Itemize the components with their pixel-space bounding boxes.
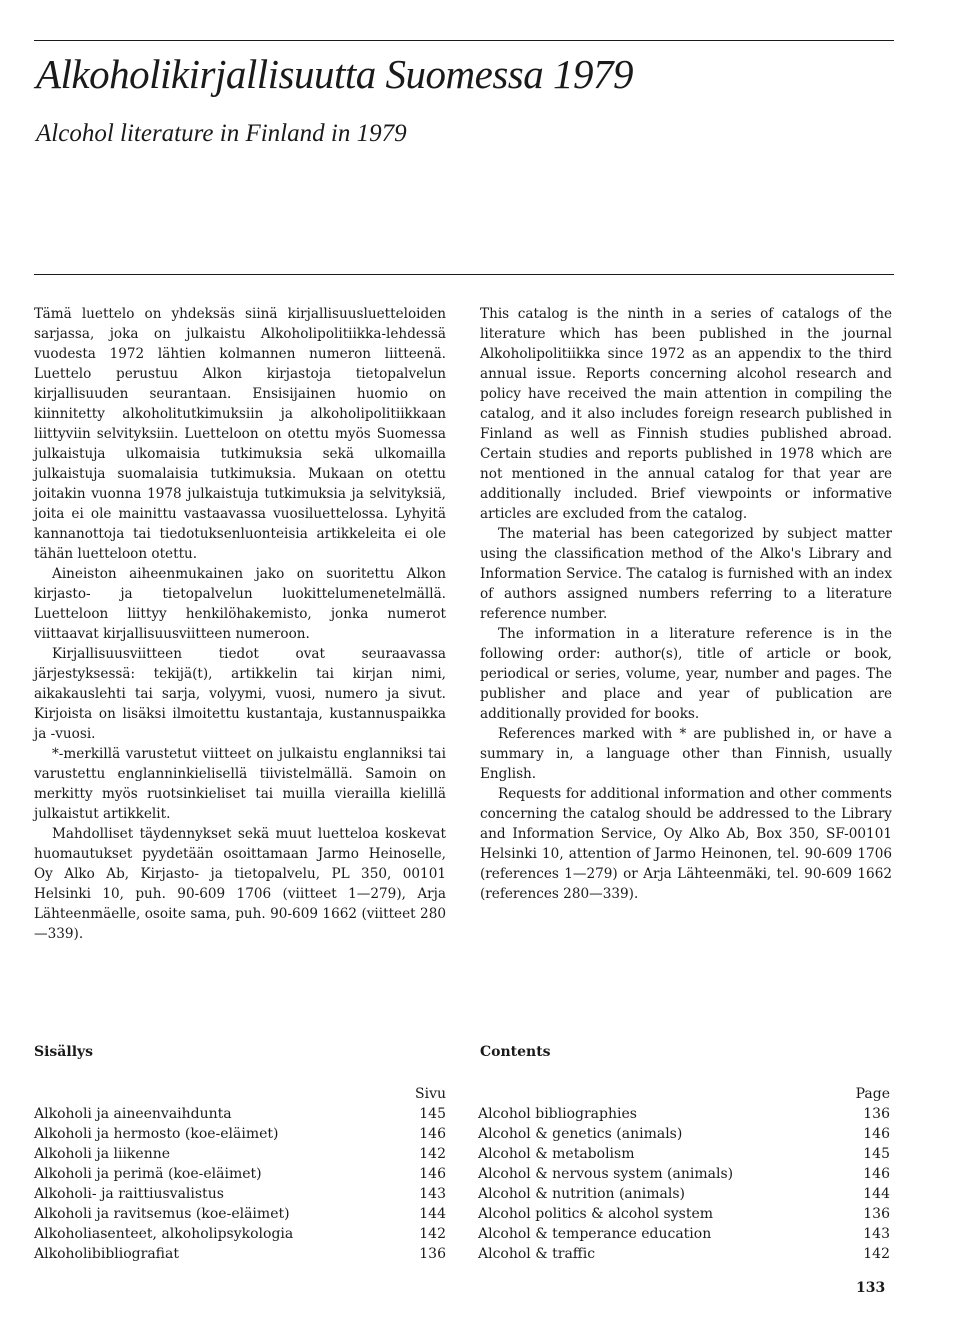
toc-entry-page: 143 bbox=[419, 1186, 446, 1202]
intro-fi-paragraph: Tämä luettelo on yhdeksäs siinä kirjallisuusluetteloiden sarjassa, joka on julkaistu Alkoholipolitiikka-lehdessä vuodesta 1972 lähtien kolmannen numeron liitteenä. Luettelo perustuu Alkon kirjastoja tietopalvelun kirjallisuuden seurantaan. Ensisijainen huomio on kiinnitetty alkoholitutkimuksiin ja alkoholipolitiikkaan liittyviin selvityksiin. Luetteloon on otettu myös Suomessa julkaistuja ulkomaisia tutkimuksia sekä ulkomailla julkaistuja suomalaisia tutkimuksia. Mukaan on otettu joitakin vuonna 1978 julkaistuja tutkimuksia ja selvityksiä, joita ei ole mainittu vastaavassa vuosiluettelossa. Lyhyitä kannanottoja tai tiedotuksenluonteisia artikkeleita ei ole tähän luetteloon otettu. bbox=[34, 306, 446, 562]
toc-english bbox=[478, 1084, 890, 1264]
toc-entry-label: Alcohol politics & alcohol system bbox=[478, 1206, 713, 1222]
toc-entry-label: Alkoholi ja hermosto (koe-eläimet) bbox=[34, 1126, 279, 1142]
page-number: 133 bbox=[856, 1280, 886, 1296]
intro-en-paragraph: The information in a literature reference is in the following order: author(s), title of article or book, periodical or series, volume, year, number and pages. The publisher and place and year of publication are additionally provided for books. bbox=[480, 626, 892, 722]
toc-row bbox=[478, 1224, 890, 1244]
toc-row bbox=[34, 1244, 446, 1264]
toc-entry-label: Alkoholi ja perimä (koe-eläimet) bbox=[34, 1166, 262, 1182]
toc-entry-page: 143 bbox=[863, 1226, 890, 1242]
toc-row bbox=[34, 1104, 446, 1124]
toc-entry-page: 142 bbox=[863, 1246, 890, 1262]
toc-entry-label: Alkoholi- ja raittiusvalistus bbox=[34, 1186, 224, 1202]
toc-entry-label: Alcohol & nervous system (animals) bbox=[478, 1166, 734, 1182]
toc-entry-page: 142 bbox=[419, 1146, 446, 1162]
toc-row bbox=[34, 1144, 446, 1164]
intro-en-paragraph: Requests for additional information and other comments concerning the catalog should be addressed to the Library and Information Service, Oy Alko Ab, Box 350, SF-00101 Helsinki 10, attention of Jarmo Heinonen, tel. 90-609 1706 (references 1—279) or Arja Lähteenmäki, tel. 90-609 1662 (references 280—339). bbox=[480, 786, 892, 902]
toc-entry-page: 136 bbox=[863, 1106, 890, 1122]
toc-fi-heading: Sisällys bbox=[34, 1044, 94, 1060]
intro-english bbox=[480, 304, 892, 904]
toc-entry-page: 146 bbox=[419, 1166, 446, 1182]
toc-entry-label: Alkoholi ja aineenvaihdunta bbox=[34, 1106, 232, 1122]
toc-row bbox=[478, 1244, 890, 1264]
toc-entry-page: 144 bbox=[863, 1186, 890, 1202]
toc-row bbox=[34, 1164, 446, 1184]
page-subtitle: Alcohol literature in Finland in 1979 bbox=[36, 120, 407, 147]
toc-entry-label: Alcohol & metabolism bbox=[478, 1146, 635, 1162]
toc-entry-page: 144 bbox=[419, 1206, 446, 1222]
toc-entry-label: Alkoholibibliografiat bbox=[34, 1246, 179, 1262]
toc-entry-label: Alkoholi ja liikenne bbox=[34, 1146, 171, 1162]
toc-entry-label: Alcohol & nutrition (animals) bbox=[478, 1186, 686, 1202]
intro-en-paragraph: References marked with * are published in, or have a summary in, a language other than Finnish, usually English. bbox=[480, 726, 892, 782]
toc-entry-page: 136 bbox=[419, 1246, 446, 1262]
intro-en-paragraph: The material has been categorized by subject matter using the classification method of the Alko's Library and Information Service. The catalog is furnished with an index of authors assigned numbers referring to a literature reference number. bbox=[480, 526, 892, 622]
toc-entry-label: Alcohol & traffic bbox=[478, 1246, 596, 1262]
toc-row bbox=[34, 1124, 446, 1144]
toc-en-heading: Contents bbox=[480, 1044, 551, 1060]
intro-en-paragraph: This catalog is the ninth in a series of catalogs of the literature which has been published in the journal Alkoholipolitiikka since 1972 as an appendix to the third annual issue. Reports concerning alcohol research and policy have received the main attention in compiling the catalog, and it also includes foreign research published in Finland as well as Finnish studies published abroad. Certain studies and reports published in 1978 which are not mentioned in the annual catalog for that year are additionally included. Brief viewpoints or informative articles are excluded from the catalog. bbox=[480, 306, 892, 522]
page-title: Alkoholikirjallisuutta Suomessa 1979 bbox=[36, 51, 633, 97]
toc-entry-label: Alkoholiasenteet, alkoholipsykologia bbox=[34, 1226, 294, 1242]
intro-fi-paragraph: *-merkillä varustetut viitteet on julkaistu englanniksi tai varustettu englanninkielisellä tiivistelmällä. Samoin on merkitty myös ruotsinkieliset tai muilla vierailla kielillä julkaistut artikkelit. bbox=[34, 746, 446, 822]
toc-entry-page: 145 bbox=[863, 1146, 890, 1162]
toc-row bbox=[478, 1184, 890, 1204]
toc-entry-page: 142 bbox=[419, 1226, 446, 1242]
toc-entry-page: 146 bbox=[419, 1126, 446, 1142]
toc-finnish bbox=[34, 1084, 446, 1264]
intro-finnish bbox=[34, 304, 446, 944]
intro-fi-paragraph: Aineiston aiheenmukainen jako on suoritettu Alkon kirjasto- ja tietopalvelun luokittelumenetelmällä. Luetteloon liittyy henkilöhakemisto, jonka numerot viittaavat kirjallisuusviitteen numeroon. bbox=[34, 566, 446, 642]
toc-entry-page: 145 bbox=[419, 1106, 446, 1122]
toc-row bbox=[34, 1204, 446, 1224]
toc-entry-page: 136 bbox=[863, 1206, 890, 1222]
toc-row bbox=[478, 1144, 890, 1164]
toc-row bbox=[478, 1104, 890, 1124]
top-rule bbox=[34, 40, 894, 41]
toc-row bbox=[34, 1224, 446, 1244]
toc-entry-page: 146 bbox=[863, 1126, 890, 1142]
toc-fi-page-label: Sivu bbox=[415, 1086, 446, 1102]
toc-row bbox=[478, 1164, 890, 1184]
toc-entry-label: Alcohol bibliographies bbox=[478, 1106, 637, 1122]
toc-row bbox=[478, 1204, 890, 1224]
toc-entry-label: Alcohol & genetics (animals) bbox=[478, 1126, 683, 1142]
intro-fi-paragraph: Kirjallisuusviitteen tiedot ovat seuraavassa järjestyksessä: tekijä(t), artikkelin tai kirjan nimi, aikakauslehti tai sarja, volyymi, vuosi, numero ja sivut. Kirjoista on lisäksi ilmoitettu kustantaja, kustannuspaikka ja -vuosi. bbox=[34, 646, 446, 742]
toc-en-page-label: Page bbox=[855, 1086, 890, 1102]
toc-entry-label: Alkoholi ja ravitsemus (koe-eläimet) bbox=[34, 1206, 290, 1222]
section-rule bbox=[34, 274, 894, 275]
toc-row bbox=[34, 1184, 446, 1204]
toc-entry-label: Alcohol & temperance education bbox=[478, 1226, 712, 1242]
toc-entry-page: 146 bbox=[863, 1166, 890, 1182]
intro-fi-paragraph: Mahdolliset täydennykset sekä muut luetteloa koskevat huomautukset pyydetään osoittamaan Jarmo Heinoselle, Oy Alko Ab, Kirjasto- ja tietopalvelu, PL 350, 00101 Helsinki 10, puh. 90-609 1706 (viitteet 1—279), Arja Lähteenmäelle, osoite sama, puh. 90-609 1662 (viitteet 280—339). bbox=[34, 826, 446, 942]
toc-row bbox=[478, 1124, 890, 1144]
